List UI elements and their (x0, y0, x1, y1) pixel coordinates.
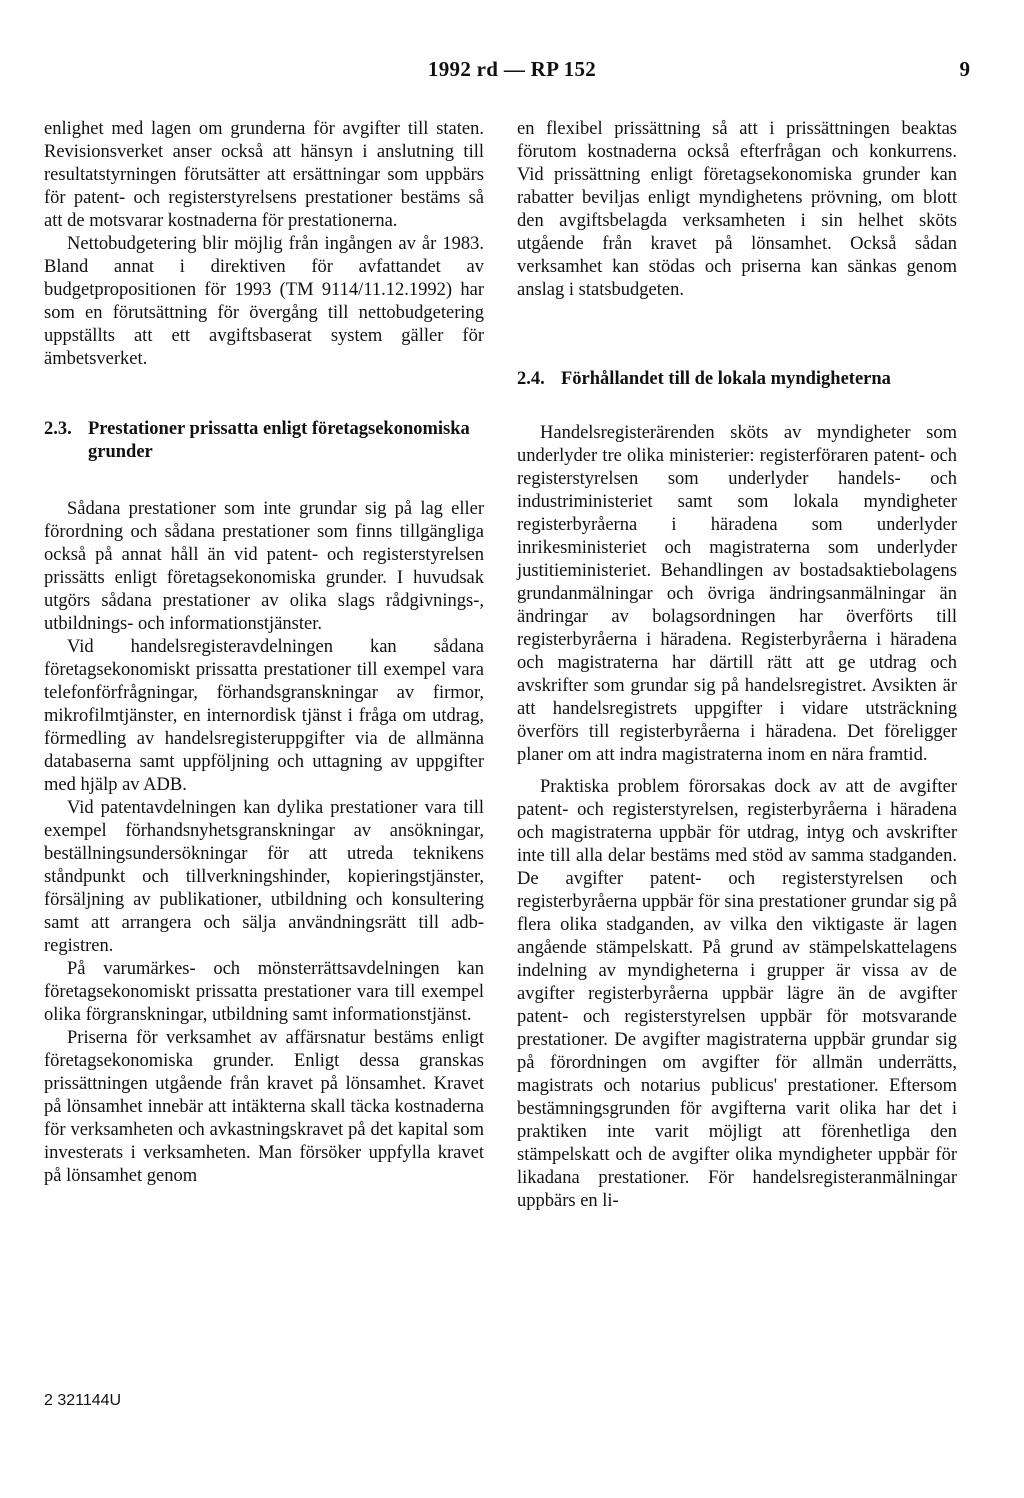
page-number: 9 (959, 57, 970, 81)
paragraph: en flexibel prissättning så att i prissättningen beaktas förutom kostnaderna också efterfrågan och konkurrens. Vid prissättning enligt företagsekonomiska grunder kan rabatter beviljas enligt myndighetens prövning, om blott den avgiftsbelagda verksamheten i sin helhet sköts utgående från kravet på lönsamhet. Också sådan verksamhet kan stödas och priserna kan sänkas genom anslag i statsbudgeten. (517, 119, 957, 300)
paragraph: Handelsregisterärenden sköts av myndigheter som underlyder tre olika ministerier: registerföraren patent- och registerstyrelsen som underlyder handels- och industriministeriet samt som lokala myndigheter registerbyråerna i häradena som underlyder inrikesministeriet och magistraterna som underlyder justitieministeriet. Behandlingen av bostadsaktiebolagens grundanmälningar och övriga ändringsanmälningar än ändringar av bolagsordningen har överförts till registerbyråerna i häradena. Registerbyråerna i häradena och magistraterna har därtill rätt att ge utdrag och avskrifter som grundar sig på handelsregistret. Avsikten är att handelsregistrets uppgifter i vidare utsträckning överförs till registerbyråerna i häradena. Det föreligger planer om att indra magistraterna inom en nära framtid. (517, 423, 957, 765)
section-heading-2-4 (517, 368, 957, 391)
paragraph: Priserna för verksamhet av affärsnatur bestäms enligt företagsekonomiska grunder. Enligt dessa granskas prissättningen utgående från kravet på lönsamhet. Kravet på lönsamhet innebär att intäkterna skall täcka kostnaderna för verksamheten och avkastningskravet på det kapital som investerats i verksamheten. Man försöker uppfylla kravet på lönsamhet genom (44, 1028, 484, 1186)
paragraph: Nettobudgetering blir möjlig från ingången av år 1983. Bland annat i direktiven för avfattandet av budgetpropositionen för 1993 (TM 9114/11.12.1992) har som en förutsättning för övergång till nettobudgetering uppställts att ett avgiftsbaserat system gäller för ämbetsverket. (44, 234, 484, 369)
document-title: 1992 rd — RP 152 (427, 57, 597, 81)
section-heading-2-3 (44, 418, 484, 464)
paragraph: Vid patentavdelningen kan dylika prestationer vara till exempel förhandsnyhetsgranskningar av ansökningar, beställningsundersökningar för att utreda teknikens ståndpunkt och tillverkningshinder, kopieringstjänster, försäljning av publikationer, utbildning och konsultering samt att arrangera och sälja användningsrätt till adb-registren. (44, 798, 484, 956)
section-number: 2.4. (517, 369, 545, 389)
section-title: Förhållandet till de lokala myndigheterna (561, 369, 891, 389)
paragraph: Sådana prestationer som inte grundar sig på lag eller förordning och sådana prestationer som finns tillgängliga också på annat håll än vid patent- och registerstyrelsen prissätts enligt företagsekonomiska grunder. I huvudsak utgörs sådana prestationer av olika slags rådgivnings-, utbildnings- och informationstjänster. (44, 499, 484, 634)
left-column (44, 118, 484, 1188)
paragraph: enlighet med lagen om grunderna för avgifter till staten. Revisionsverket anser också att hänsyn i anslutning till resultatstyrningen förutsätter att ersättningar som uppbärs för patent- och registerstyrelsens prestationer bestäms så att de motsvarar kostnaderna för prestationerna. (44, 119, 484, 231)
paragraph: Vid handelsregisteravdelningen kan sådana företagsekonomiskt prissatta prestationer till exempel vara telefonförfrågningar, förhandsgranskningar av firmor, mikrofilmtjänster, en internordisk tjänst i fråga om utdrag, förmedling av handelsregisteruppgifter via de allmänna databaserna samt uppföljning och uttagning av uppgifter med hjälp av ADB. (44, 637, 484, 795)
paragraph: På varumärkes- och mönsterrättsavdelningen kan företagsekonomiskt prissatta prestationer vara till exempel olika förgranskningar, utbildning samt informationstjänst. (44, 959, 484, 1025)
print-code: 2 321144U (44, 1392, 122, 1409)
section-number: 2.3. (44, 419, 72, 439)
section-title: Prestationer prissatta enligt företagsekonomiska grunder (88, 419, 470, 462)
paragraph: Praktiska problem förorsakas dock av att de avgifter patent- och registerstyrelsen, registerbyråerna i häradena och magistraterna uppbär för utdrag, intyg och avskrifter inte till alla delar bestäms med stöd av samma stadganden. De avgifter patent- och registerstyrelsen och registerbyråerna uppbär för sina prestationer grundar sig på flera olika stadganden, av vilka den viktigaste är lagen angående stämpelskatt. På grund av stämpelskattelagens indelning av myndigheterna i grupper är vissa av de avgifter registerbyråerna uppbär lägre än de avgifter patent- och registerstyrelsen uppbär för motsvarande prestationer. De avgifter magistraterna uppbär grundar sig på förordningen om avgifter för allmän underrätts, magistrats och notarius publicus' prestationer. Eftersom bestämningsgrunden för avgifterna varit olika har det i praktiken inte varit möjligt att förenhetliga den stämpelskatt och de avgifter olika myndigheter uppbär för likadana prestationer. För handelsregisteranmälningar uppbärs en li- (517, 777, 957, 1211)
right-column (517, 118, 957, 1213)
page-header (0, 57, 1024, 87)
